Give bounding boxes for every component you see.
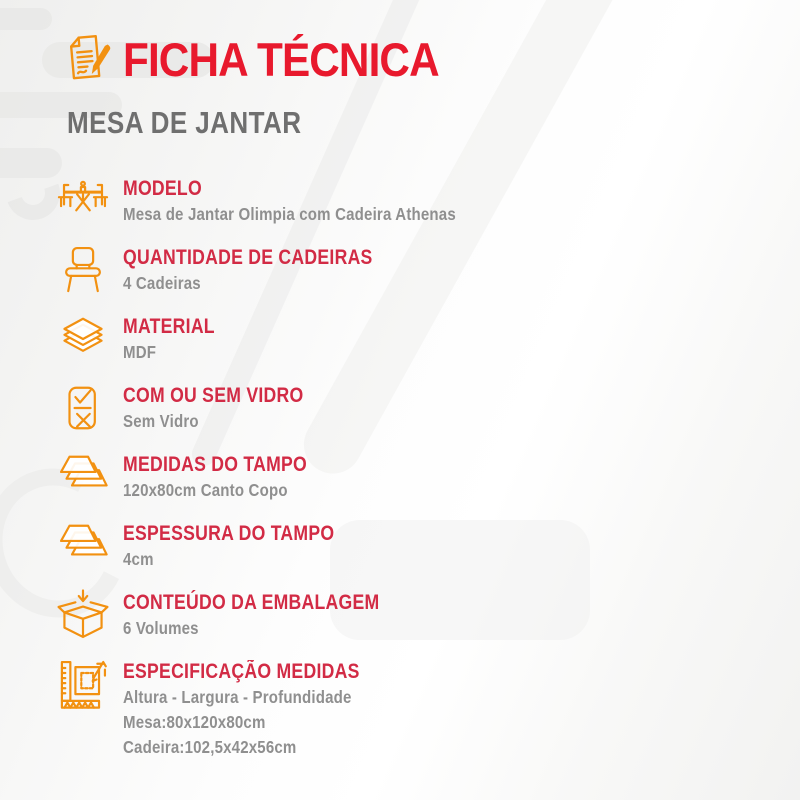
chair-icon [56,243,110,297]
spec-value: MDF [123,342,157,362]
spec-value: 4 Cadeiras [123,273,201,293]
product-subtitle: MESA DE JANTAR [67,105,302,140]
tabletop-stack-icon [56,519,110,573]
measuring-ruler-icon [56,657,110,711]
sheet-header [56,30,800,88]
spec-item-espessura [56,519,800,573]
dining-table-icon [56,174,110,228]
spec-item-vidro [56,381,800,435]
spec-value: Mesa:80x120x80cm [123,712,266,732]
spec-value: 4cm [123,549,154,569]
spec-item-material [56,312,800,366]
tabletop-stack-icon [56,450,110,504]
spec-item-cadeiras [56,243,800,297]
spec-label: MEDIDAS DO TAMPO [123,453,308,476]
spec-label: MODELO [123,177,202,200]
spec-value: Altura - Largura - Profundidade [123,687,352,707]
spec-list [56,174,800,759]
spec-item-embalagem [56,588,800,642]
spec-label: QUANTIDADE DE CADEIRAS [123,246,373,269]
spec-item-especificacao [56,657,800,759]
spec-label: ESPECIFICAÇÃO MEDIDAS [123,660,360,683]
check-x-list-icon [56,381,110,435]
spec-label: CONTEÚDO DA EMBALAGEM [123,591,380,614]
spec-item-modelo [56,174,800,228]
spec-value: Cadeira:102,5x42x56cm [123,737,297,757]
package-box-icon [56,588,110,642]
spec-value: 6 Volumes [123,618,199,638]
spec-label: COM OU SEM VIDRO [123,384,304,407]
spec-value: Mesa de Jantar Olimpia com Cadeira Athenas [123,204,456,224]
spec-label: ESPESSURA DO TAMPO [123,522,335,545]
material-layers-icon [56,312,110,366]
spec-value: 120x80cm Canto Copo [123,480,288,500]
spec-item-medidas-tampo [56,450,800,504]
page-title: FICHA TÉCNICA [123,32,439,86]
spec-label: MATERIAL [123,315,215,338]
document-pen-icon [56,30,114,88]
spec-value: Sem Vidro [123,411,199,431]
